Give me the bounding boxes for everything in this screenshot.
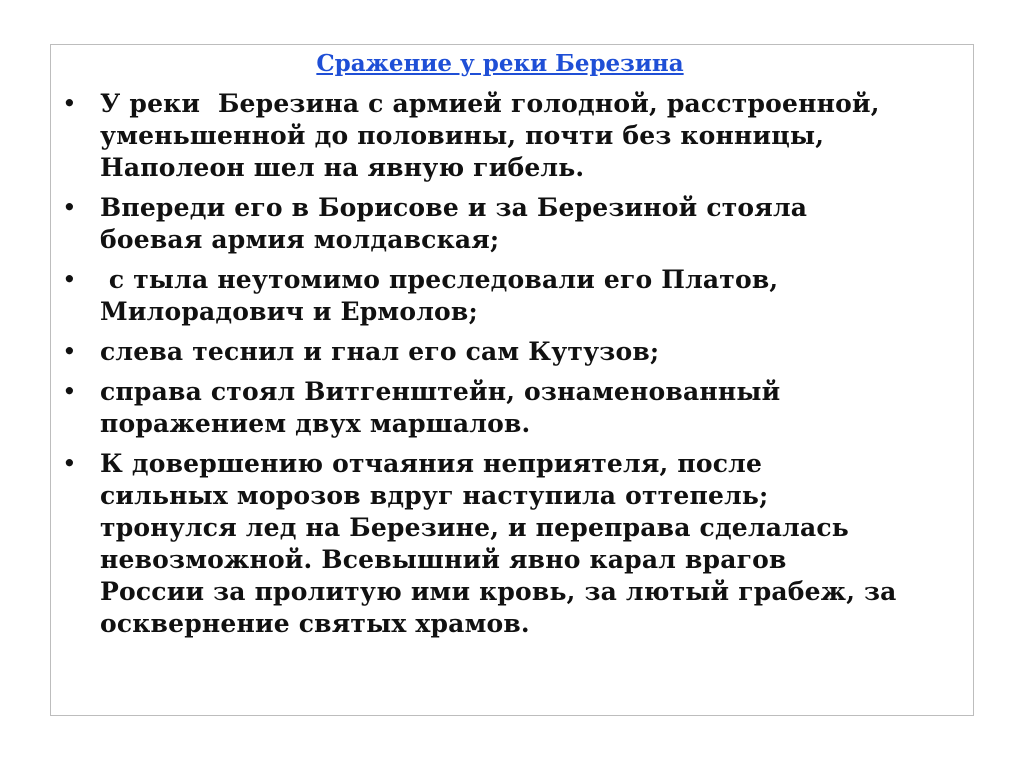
bullet-item — [60, 376, 960, 440]
bullet-text: У реки Березина с армией голодной, расстроенной, уменьшенной до половины, почти без конницы, Наполеон шел на явную гибель. — [100, 89, 880, 182]
bullet-text: Впереди его в Борисове и за Березиной стояла боевая армия молдавская; — [100, 193, 808, 254]
bullet-marker: • — [62, 265, 77, 294]
bullet-marker: • — [62, 89, 77, 118]
bullet-text: справа стоял Витгенштейн, ознаменованный поражением двух маршалов. — [100, 377, 781, 438]
bullet-item — [60, 192, 960, 256]
bullet-marker: • — [62, 377, 77, 406]
bullet-marker: • — [62, 449, 77, 478]
slide-title: Сражение у реки Березина — [316, 50, 684, 77]
bullet-list — [60, 88, 960, 648]
bullet-text: К довершению отчаяния неприятеля, после сильных морозов вдруг наступила оттепель; тронулся лед на Березине, и переправа сделалась невозможной. Всевышний явно карал врагов России за пролитую ими кровь, за лютый грабеж, за осквернение святых храмов. — [100, 449, 897, 638]
bullet-text: с тыла неутомимо преследовали его Платов, Милорадович и Ермолов; — [100, 265, 779, 326]
bullet-marker: • — [62, 337, 77, 366]
bullet-item — [60, 88, 960, 184]
bullet-item — [60, 336, 960, 368]
bullet-marker: • — [62, 193, 77, 222]
bullet-text: слева теснил и гнал его сам Кутузов; — [100, 337, 660, 366]
bullet-item — [60, 264, 960, 328]
bullet-item — [60, 448, 960, 640]
